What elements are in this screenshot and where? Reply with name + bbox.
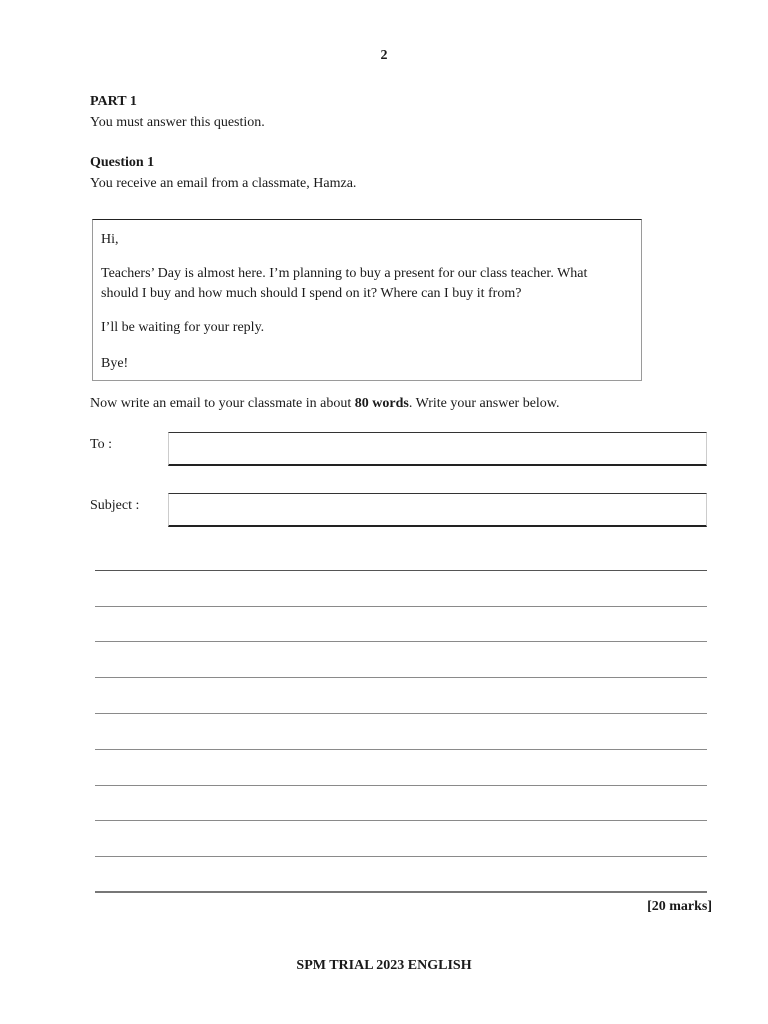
answer-line[interactable] (95, 570, 707, 571)
task-instruction (90, 396, 560, 412)
answer-line[interactable] (95, 606, 707, 607)
to-label: To : (90, 437, 112, 452)
email-body-line-1: Teachers’ Day is almost here. I’m planning to buy a present for our class teacher. What (101, 266, 588, 281)
task-text-after: . Write your answer below. (408, 396, 560, 411)
email-box (92, 219, 642, 381)
answer-line[interactable] (95, 713, 707, 714)
email-body-line-2: should I buy and how much should I spend on it? Where can I buy it from? (101, 286, 522, 301)
answer-line[interactable] (95, 677, 707, 678)
page-footer: SPM TRIAL 2023 ENGLISH (296, 958, 472, 973)
part-title: PART 1 (90, 94, 137, 109)
answer-line[interactable] (95, 820, 707, 821)
page-number: 2 (380, 48, 388, 63)
subject-label: Subject : (90, 498, 140, 513)
question-intro: You receive an email from a classmate, Hamza. (90, 176, 357, 191)
marks-allocation: [20 marks] (647, 899, 712, 914)
email-closing: I’ll be waiting for your reply. (101, 320, 265, 335)
task-text-before: Now write an email to your classmate in about (90, 396, 355, 411)
answer-line[interactable] (95, 641, 707, 642)
part-instruction: You must answer this question. (90, 115, 265, 130)
answer-line[interactable] (95, 749, 707, 750)
question-title: Question 1 (90, 155, 155, 170)
to-field[interactable] (168, 432, 707, 466)
email-greeting: Hi, (101, 232, 119, 247)
subject-field[interactable] (168, 493, 707, 527)
answer-line[interactable] (95, 856, 707, 857)
answer-line[interactable] (95, 785, 707, 786)
email-signoff: Bye! (101, 356, 129, 371)
answer-line[interactable] (95, 891, 707, 893)
word-count-emphasis: 80 words (354, 396, 409, 411)
